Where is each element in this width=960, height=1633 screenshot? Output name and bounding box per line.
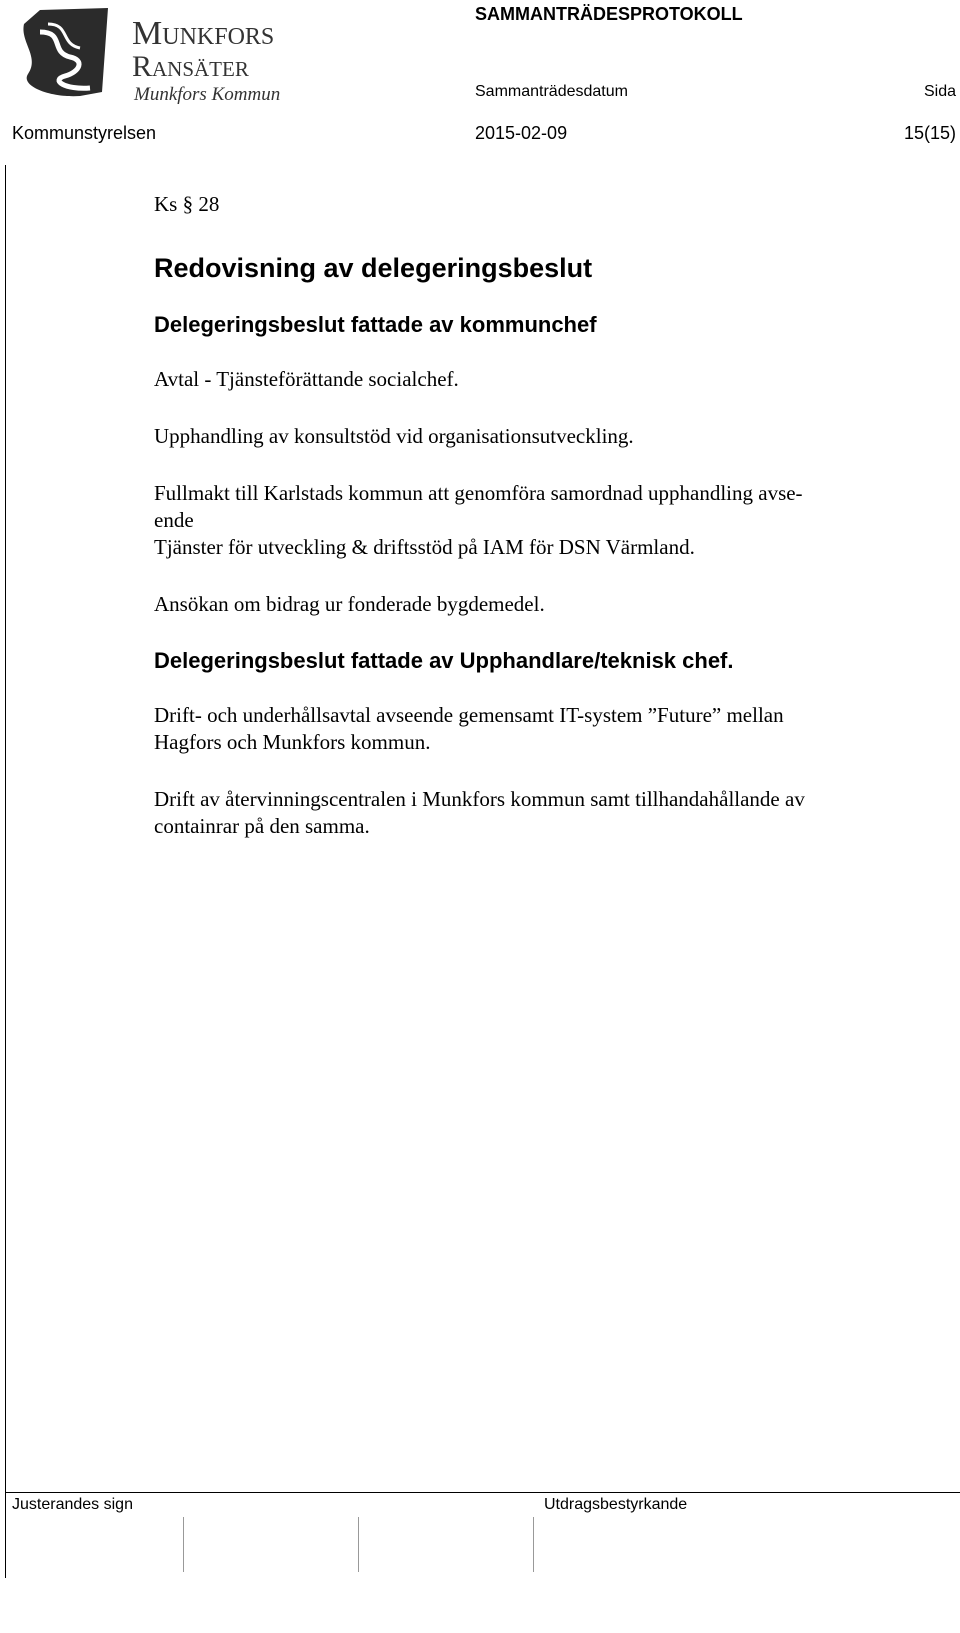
document-body bbox=[154, 192, 924, 870]
left-margin-rule bbox=[5, 165, 6, 1578]
document-type: SAMMANTRÄDESPROTOKOLL bbox=[475, 4, 743, 24]
justerandes-sign-label: Justerandes sign bbox=[12, 1496, 133, 1513]
body-name: Kommunstyrelsen bbox=[12, 123, 157, 143]
signature-divider bbox=[358, 1517, 359, 1572]
logo-text-1: Munkfors bbox=[132, 15, 275, 52]
signature-divider bbox=[533, 1517, 534, 1572]
date-label: Sammanträdesdatum bbox=[475, 83, 628, 100]
decision-item-line: Drift- och underhållsavtal avseende gemensamt IT-system ”Future” mellan bbox=[154, 703, 784, 727]
decision-item bbox=[154, 702, 924, 756]
decision-item-line: Tjänster för utveckling & driftsstöd på IAM för DSN Värmland. bbox=[154, 535, 695, 559]
document-title: Redovisning av delegeringsbeslut bbox=[154, 253, 593, 283]
utdragsbestyrkande-label: Utdragsbestyrkande bbox=[544, 1496, 688, 1513]
decision-item-line: Hagfors och Munkfors kommun. bbox=[154, 730, 431, 754]
page-label: Sida bbox=[923, 83, 956, 100]
meeting-date: 2015-02-09 bbox=[475, 123, 568, 143]
subheading-upphandlare: Delegeringsbeslut fattade av Upphandlare/teknisk chef. bbox=[154, 648, 734, 673]
decision-item-line: ende bbox=[154, 508, 194, 532]
decision-item-line: containrar på den samma. bbox=[154, 814, 370, 838]
decision-item-line: Fullmakt till Karlstads kommun att genomföra samordnad upphandling avse- bbox=[154, 481, 803, 505]
logo-text-3: Munkfors Kommun bbox=[134, 84, 281, 105]
signature-divider bbox=[183, 1517, 184, 1572]
decision-item bbox=[154, 786, 924, 840]
footer-rule bbox=[5, 1492, 960, 1493]
logo-text-2: Ransäter bbox=[132, 50, 249, 83]
decision-item-line: Drift av återvinningscentralen i Munkfors kommun samt tillhandahållande av bbox=[154, 787, 805, 811]
decision-item: Upphandling av konsultstöd vid organisationsutveckling. bbox=[154, 424, 634, 448]
decision-item bbox=[154, 480, 924, 561]
page-number: 15(15) bbox=[903, 123, 956, 143]
subheading-kommunchef: Delegeringsbeslut fattade av kommunchef bbox=[154, 312, 597, 337]
decision-item: Ansökan om bidrag ur fonderade bygdemedel. bbox=[154, 592, 545, 616]
municipality-logo bbox=[10, 2, 300, 112]
section-number: Ks § 28 bbox=[154, 192, 220, 216]
decision-item: Avtal - Tjänsteförättande socialchef. bbox=[154, 367, 459, 391]
logo-emblem-icon bbox=[10, 2, 300, 112]
